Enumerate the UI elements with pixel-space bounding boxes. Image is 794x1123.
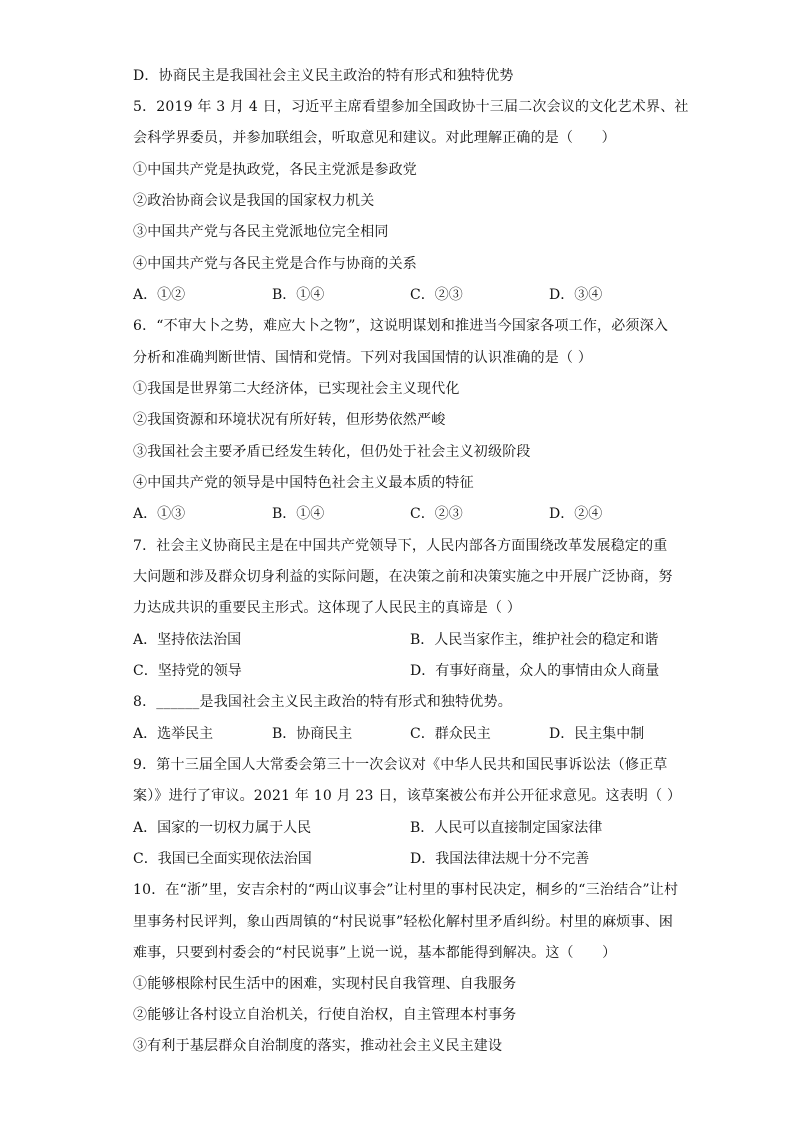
q10-stem-line1: 10．在“浙”里，安吉余村的“两山议事会”让村里的事村民决定，桐乡的“三治结合”让村	[133, 882, 679, 898]
q5-option-b[interactable]: B．①④	[272, 287, 325, 303]
q10-statement-1: ①能够根除村民生活中的困难，实现村民自我管理、自我服务	[133, 976, 517, 992]
q5-option-a[interactable]: A．①②	[133, 287, 186, 303]
q6-statement-2: ②我国资源和环境状况有所好转，但形势依然严峻	[133, 412, 446, 428]
q5-stem-line2: 会科学界委员，并参加联组会，听取意见和建议。对此理解正确的是（ ）	[133, 130, 616, 146]
q4-option-d: D．协商民主是我国社会主义民主政治的特有形式和独特优势	[133, 68, 514, 84]
q5-option-c[interactable]: C．②③	[410, 287, 463, 303]
q5-statement-1: ①中国共产党是执政党，各民主党派是参政党	[133, 162, 417, 178]
q6-option-c[interactable]: C．②③	[410, 506, 463, 522]
q5-statement-2: ②政治协商会议是我国的国家权力机关	[133, 193, 375, 209]
q8-option-a[interactable]: A．选举民主	[133, 726, 214, 742]
q9-option-b[interactable]: B．人民可以直接制定国家法律	[410, 820, 603, 836]
q9-option-d[interactable]: D．我国法律法规十分不完善	[410, 851, 590, 867]
q9-stem-line2: 案）》进行了审议。2021 年 10 月 23 日，该草案被公布并公开征求意见。这表明（ ）	[133, 788, 682, 804]
q8-stem: 8．______是我国社会主义民主政治的特有形式和独特优势。	[133, 694, 512, 710]
q6-statement-1: ①我国是世界第二大经济体，已实现社会主义现代化	[133, 381, 460, 397]
q9-options-row1	[133, 819, 673, 837]
q7-options-row2	[133, 662, 673, 680]
q6-option-d[interactable]: D．②④	[549, 506, 603, 522]
q10-statement-2: ②能够让各村设立自治机关，行使自治权，自主管理本村事务	[133, 1007, 517, 1023]
q8-option-b[interactable]: B．协商民主	[272, 726, 353, 742]
q5-stem-line1: 5．2019 年 3 月 4 日，习近平主席看望参加全国政协十三届二次会议的文化艺术界、社	[133, 99, 689, 115]
q6-option-a[interactable]: A．①③	[133, 506, 186, 522]
q7-option-b[interactable]: B．人民当家作主，维护社会的稳定和谐	[410, 632, 659, 648]
q8-option-d[interactable]: D．民主集中制	[549, 726, 645, 742]
q9-options-row2	[133, 850, 673, 868]
q5-statement-3: ③中国共产党与各民主党派地位完全相同	[133, 224, 389, 240]
q9-option-a[interactable]: A．国家的一切权力属于人民	[133, 820, 312, 836]
q7-option-a[interactable]: A．坚持依法治国	[133, 632, 242, 648]
q8-option-c[interactable]: C．群众民主	[410, 726, 491, 742]
q10-stem-line2: 里事务村民评判，象山西周镇的“村民说事”轻松化解村里矛盾纠纷。村里的麻烦事、困	[133, 914, 674, 930]
q7-option-d[interactable]: D．有事好商量，众人的事情由众人商量	[410, 663, 660, 679]
q7-options-row1	[133, 631, 673, 649]
q7-stem-line1: 7．社会主义协商民主是在中国共产党领导下，人民内部各方面围绕改革发展稳定的重	[133, 538, 668, 554]
q6-stem-line1: 6．“不审大卜之势，难应大卜之物”，这说明谋划和推进当今国家各项工作，必须深入	[133, 318, 669, 334]
q9-option-c[interactable]: C．我国已全面实现依法治国	[133, 851, 312, 867]
q7-stem-line3: 力达成共识的重要民主形式。这体现了人民民主的真谛是（ ）	[133, 600, 522, 616]
q5-statement-4: ④中国共产党与各民主党是合作与协商的关系	[133, 256, 417, 272]
q7-stem-line2: 大问题和涉及群众切身利益的实际问题，在决策之前和决策实施之中开展广泛协商，努	[133, 569, 673, 585]
q5-options	[133, 286, 673, 304]
q10-stem-line3: 难事，只要到村委会的“村民说事”上说一说，基本都能得到解决。这（ ）	[133, 945, 617, 961]
q6-statement-3: ③我国社会主要矛盾已经发生转化，但仍处于社会主义初级阶段	[133, 444, 531, 460]
q8-options	[133, 725, 673, 743]
q6-statement-4: ④中国共产党的领导是中国特色社会主义最本质的特征	[133, 475, 474, 491]
q6-stem-line2: 分析和准确判断世情、国情和党情。下列对我国国情的认识准确的是（ ）	[133, 350, 593, 366]
q5-option-d[interactable]: D．③④	[549, 287, 603, 303]
q6-option-b[interactable]: B．①④	[272, 506, 325, 522]
q7-option-c[interactable]: C．坚持党的领导	[133, 663, 242, 679]
q6-options	[133, 505, 673, 523]
q10-statement-3: ③有利于基层群众自治制度的落实，推动社会主义民主建设	[133, 1038, 503, 1054]
q9-stem-line1: 9．第十三届全国人大常委会第三十一次会议对《中华人民共和国民事诉讼法（修正草	[133, 757, 668, 773]
